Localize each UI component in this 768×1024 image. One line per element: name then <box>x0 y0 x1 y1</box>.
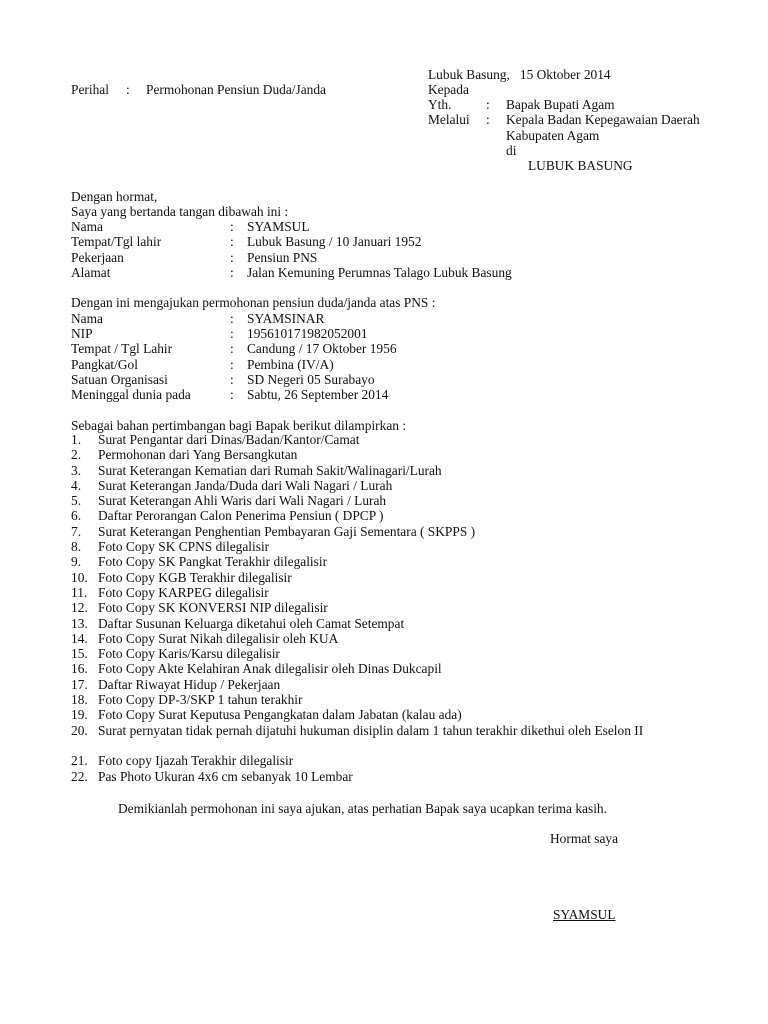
perihal-colon: : <box>126 82 130 97</box>
signatory-name: SYAMSUL <box>553 907 616 922</box>
applicant-row <box>71 234 701 249</box>
attachment-number: 21. <box>71 753 88 769</box>
attachment-number: 18. <box>71 692 88 708</box>
attachment-number: 7. <box>71 523 82 539</box>
attachment-text: Surat Keterangan Janda/Duda dari Wali Nagari / Lurah <box>98 477 393 493</box>
deceased-row <box>71 387 701 402</box>
attachment-number: 22. <box>71 768 88 784</box>
applicant-label: Pekerjaan <box>71 250 124 265</box>
applicant-colon: : <box>230 265 234 280</box>
attachment-item <box>71 616 701 631</box>
attachment-number: 4. <box>71 477 82 493</box>
deceased-label: NIP <box>71 326 93 341</box>
attachment-number: 9. <box>71 554 82 570</box>
applicant-label: Alamat <box>71 265 111 280</box>
melalui-line2: Kabupaten Agam <box>506 128 600 143</box>
attachment-item <box>71 508 701 523</box>
attachment-item <box>71 769 701 784</box>
attachment-number: 1. <box>71 432 82 447</box>
attachment-item <box>71 432 701 447</box>
attachment-text: Foto Copy Akte Kelahiran Anak dilegalisir oleh Dinas Dukcapil <box>98 661 442 677</box>
yth-colon: : <box>486 97 490 112</box>
regards: Hormat saya <box>550 831 619 846</box>
deceased-value: SYAMSINAR <box>247 311 325 326</box>
applicant-value: SYAMSUL <box>247 219 310 234</box>
attachment-text: Surat Keterangan Ahli Waris dari Wali Nagari / Lurah <box>98 493 387 509</box>
deceased-colon: : <box>230 311 234 326</box>
attachments-intro: Sebagai bahan pertimbangan bagi Bapak berikut dilampirkan : <box>71 418 407 433</box>
attachment-text: Foto Copy KARPEG dilegalisir <box>98 584 269 600</box>
attachment-number: 14. <box>71 630 88 646</box>
attachment-number: 15. <box>71 646 88 662</box>
attachment-text: Foto Copy DP-3/SKP 1 tahun terakhir <box>98 692 303 708</box>
attachment-text: Surat Pengantar dari Dinas/Badan/Kantor/Camat <box>98 432 360 447</box>
deceased-label: Meninggal dunia pada <box>71 387 191 402</box>
attachment-number: 2. <box>71 447 82 463</box>
deceased-colon: : <box>230 372 234 387</box>
applicant-value: Pensiun PNS <box>247 250 318 265</box>
applicant-row <box>71 219 701 234</box>
attachment-text: Surat Keterangan Penghentian Pembayaran Gaji Sementara ( SKPPS ) <box>98 523 476 539</box>
attachment-text: Foto Copy SK Pangkat Terakhir dilegalisir <box>98 554 328 570</box>
attachment-item <box>71 723 701 754</box>
attachment-number: 5. <box>71 493 82 509</box>
attachments-list <box>71 432 701 784</box>
deceased-colon: : <box>230 341 234 356</box>
salutation: Dengan hormat, <box>71 189 158 204</box>
deceased-row <box>71 357 701 372</box>
deceased-colon: : <box>230 357 234 372</box>
perihal-value: Permohonan Pensiun Duda/Janda <box>146 82 327 97</box>
attachment-item <box>71 463 701 478</box>
attachment-number: 6. <box>71 508 82 524</box>
recipient-city: LUBUK BASUNG <box>528 158 633 173</box>
melalui-line1: Kepala Badan Kepegawaian Daerah <box>506 112 700 127</box>
kepada-label: Kepada <box>428 82 469 97</box>
applicant-row <box>71 250 701 265</box>
attachment-item <box>71 661 701 676</box>
attachment-text: Foto Copy SK CPNS dilegalisir <box>98 539 270 555</box>
attachment-text: Daftar Perorangan Calon Penerima Pensiun ( DPCP ) <box>98 508 384 524</box>
deceased-row <box>71 372 701 387</box>
deceased-value: 195610171982052001 <box>247 326 368 341</box>
deceased-value: Candung / 17 Oktober 1956 <box>247 341 397 356</box>
applicant-label: Nama <box>71 219 103 234</box>
intro-text: Saya yang bertanda tangan dibawah ini : <box>71 204 289 219</box>
yth-value: Bapak Bupati Agam <box>506 97 615 112</box>
attachment-item <box>71 707 701 722</box>
attachment-number: 17. <box>71 676 88 692</box>
attachment-item <box>71 646 701 661</box>
attachment-number: 13. <box>71 615 88 631</box>
attachment-number: 10. <box>71 569 88 585</box>
attachment-number: 19. <box>71 707 88 723</box>
place-date: Lubuk Basung, 15 Oktober 2014 <box>428 67 611 82</box>
applicant-label: Tempat/Tgl lahir <box>71 234 162 249</box>
attachment-item <box>71 447 701 462</box>
attachment-item <box>71 692 701 707</box>
deceased-row <box>71 311 701 326</box>
attachment-number: 16. <box>71 661 88 677</box>
attachment-number: 20. <box>71 722 88 738</box>
attachment-text: Foto copy Ijazah Terakhir dilegalisir <box>98 753 294 769</box>
attachment-item <box>71 753 701 768</box>
deceased-label: Satuan Organisasi <box>71 372 168 387</box>
perihal-label: Perihal <box>71 82 109 97</box>
attachment-item <box>71 554 701 569</box>
attachment-item <box>71 570 701 585</box>
yth-label: Yth. <box>428 97 452 112</box>
applicant-colon: : <box>230 234 234 249</box>
di-label: di <box>506 143 517 158</box>
attachment-item <box>71 677 701 692</box>
deceased-label: Nama <box>71 311 103 326</box>
attachment-item <box>71 493 701 508</box>
attachment-text: Daftar Riwayat Hidup / Pekerjaan <box>98 676 281 692</box>
attachment-text: Pas Photo Ukuran 4x6 cm sebanyak 10 Lembar <box>98 768 353 784</box>
attachment-text: Foto Copy SK KONVERSI NIP dilegalisir <box>98 600 328 616</box>
attachment-text: Foto Copy Karis/Karsu dilegalisir <box>98 646 280 662</box>
deceased-row <box>71 341 701 356</box>
deceased-row <box>71 326 701 341</box>
attachment-item <box>71 524 701 539</box>
attachment-text: Permohonan dari Yang Bersangkutan <box>98 447 298 463</box>
applicant-value: Jalan Kemuning Perumnas Talago Lubuk Basung <box>247 265 512 280</box>
deceased-colon: : <box>230 387 234 402</box>
closing-statement: Demikianlah permohonan ini saya ajukan, atas perhatian Bapak saya ucapkan terima kasih. <box>118 801 607 816</box>
attachment-item <box>71 600 701 615</box>
deceased-value: Sabtu, 26 September 2014 <box>247 387 389 402</box>
applicant-colon: : <box>230 219 234 234</box>
attachment-item <box>71 585 701 600</box>
deceased-value: SD Negeri 05 Surabayo <box>247 372 375 387</box>
deceased-colon: : <box>230 326 234 341</box>
attachment-number: 12. <box>71 600 88 616</box>
applicant-colon: : <box>230 250 234 265</box>
attachment-text: Daftar Susunan Keluarga diketahui oleh Camat Setempat <box>98 615 405 631</box>
attachment-text: Surat pernyatan tidak pernah dijatuhi hukuman disiplin dalam 1 tahun terakhir dikethui oleh Eselon II <box>98 722 644 738</box>
attachment-number: 3. <box>71 462 82 478</box>
deceased-label: Pangkat/Gol <box>71 357 138 372</box>
attachment-text: Surat Keterangan Kematian dari Rumah Sakit/Walinagari/Lurah <box>98 462 442 478</box>
deceased-value: Pembina (IV/A) <box>247 357 334 372</box>
attachment-text: Foto Copy KGB Terakhir dilegalisir <box>98 569 292 585</box>
applicant-row <box>71 265 701 280</box>
attachment-item <box>71 478 701 493</box>
attachment-item <box>71 631 701 646</box>
melalui-colon: : <box>486 112 490 127</box>
attachment-text: Foto Copy Surat Nikah dilegalisir oleh KUA <box>98 630 339 646</box>
request-intro: Dengan ini mengajukan permohonan pensiun duda/janda atas PNS : <box>71 295 436 310</box>
attachment-number: 11. <box>71 584 88 600</box>
deceased-label: Tempat / Tgl Lahir <box>71 341 173 356</box>
attachment-item <box>71 539 701 554</box>
attachment-text: Foto Copy Surat Keputusa Pengangkatan dalam Jabatan (kalau ada) <box>98 707 462 723</box>
applicant-value: Lubuk Basung / 10 Januari 1952 <box>247 234 422 249</box>
attachment-number: 8. <box>71 539 82 555</box>
melalui-label: Melalui <box>428 112 470 127</box>
